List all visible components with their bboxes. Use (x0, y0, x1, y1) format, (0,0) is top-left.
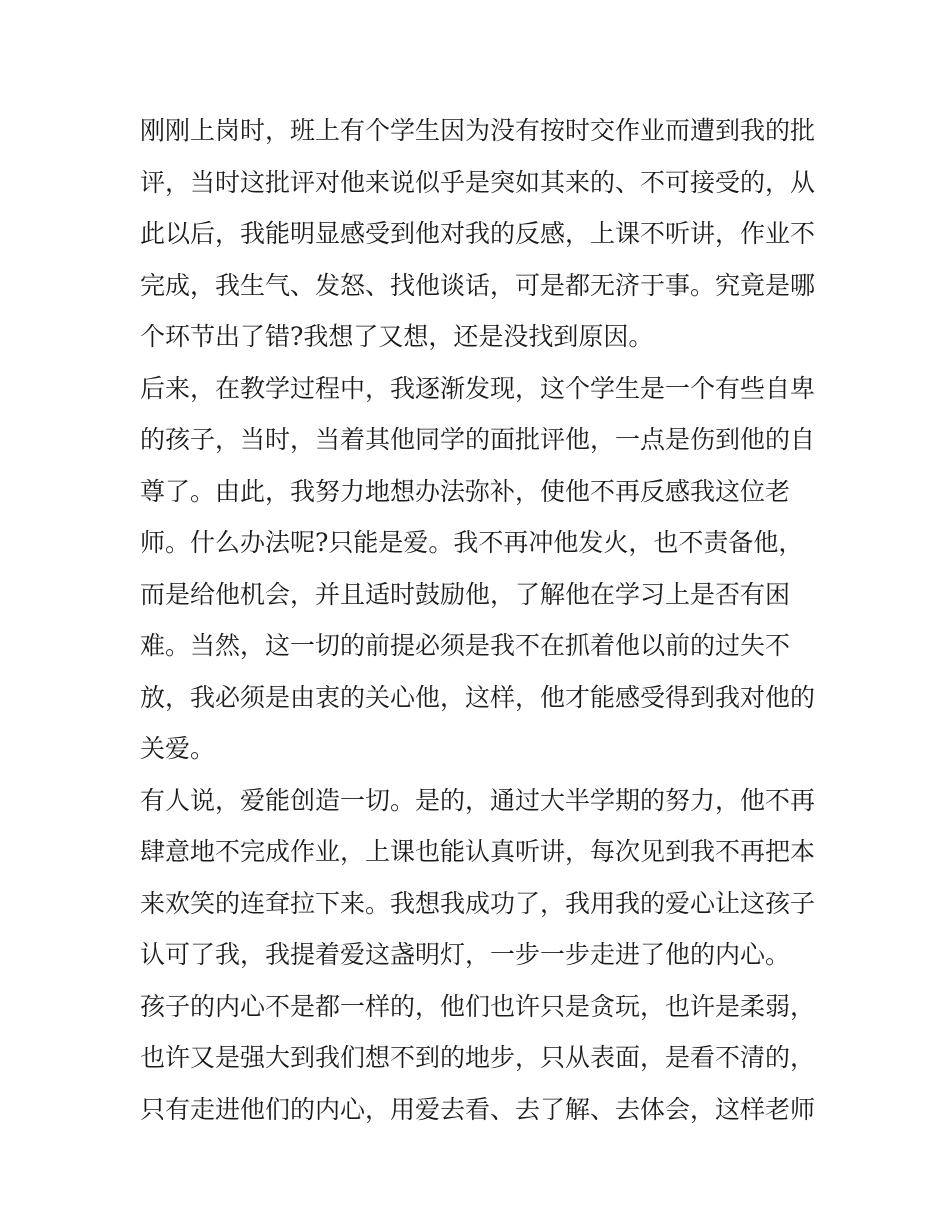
text-line: 后来，在教学过程中，我逐渐发现，这个学生是一个有些自卑 (140, 373, 816, 403)
text-line: 刚刚上岗时，班上有个学生因为没有按时交作业而遭到我的批 (140, 116, 816, 145)
text-line: 肆意地不完成作业，上课也能认真听讲，每次见到我不再把本 (140, 837, 816, 866)
text-line: 来欢笑的连耷拉下来。我想我成功了，我用我的爱心让这孩子 (140, 888, 816, 918)
text-line: 放，我必须是由衷的关心他，这样，他才能感受得到我对他的 (140, 682, 816, 712)
text-line: 有人说，爱能创造一切。是的，通过大半学期的努力，他不再 (140, 785, 816, 815)
text-line: 难。当然，这一切的前提必须是我不在抓着他以前的过失不 (140, 631, 791, 660)
text-line: 个环节出了错?我想了又想，还是没找到原因。 (140, 322, 654, 351)
text-line: 而是给他机会，并且适时鼓励他，了解他在学习上是否有困 (140, 579, 791, 609)
text-line: 完成，我生气、发怒、找他谈话，可是都无济于事。究竟是哪 (140, 270, 816, 300)
text-line: 认可了我，我提着爱这盏明灯，一步一步走进了他的内心。 (140, 940, 791, 969)
document-body (140, 105, 820, 1135)
text-line: 只有走进他们的内心，用爱去看、去了解、去体会，这样老师 (140, 1094, 816, 1124)
text-line: 尊了。由此，我努力地想办法弥补，使他不再反感我这位老 (140, 476, 791, 506)
text-line: 评，当时这批评对他来说似乎是突如其来的、不可接受的，从 (140, 167, 816, 197)
text-line: 此以后，我能明显感受到他对我的反感，上课不听讲，作业不 (140, 219, 816, 248)
text-line: 孩子的内心不是都一样的，他们也许只是贪玩，也许是柔弱， (140, 991, 816, 1021)
text-line: 师。什么办法呢?只能是爱。我不再冲他发火，也不责备他， (140, 528, 804, 557)
text-line: 的孩子，当时，当着其他同学的面批评他，一点是伤到他的自 (140, 425, 816, 454)
text-line: 也许又是强大到我们想不到的地步，只从表面，是看不清的， (140, 1043, 816, 1072)
text-line: 关爱。 (140, 734, 216, 763)
